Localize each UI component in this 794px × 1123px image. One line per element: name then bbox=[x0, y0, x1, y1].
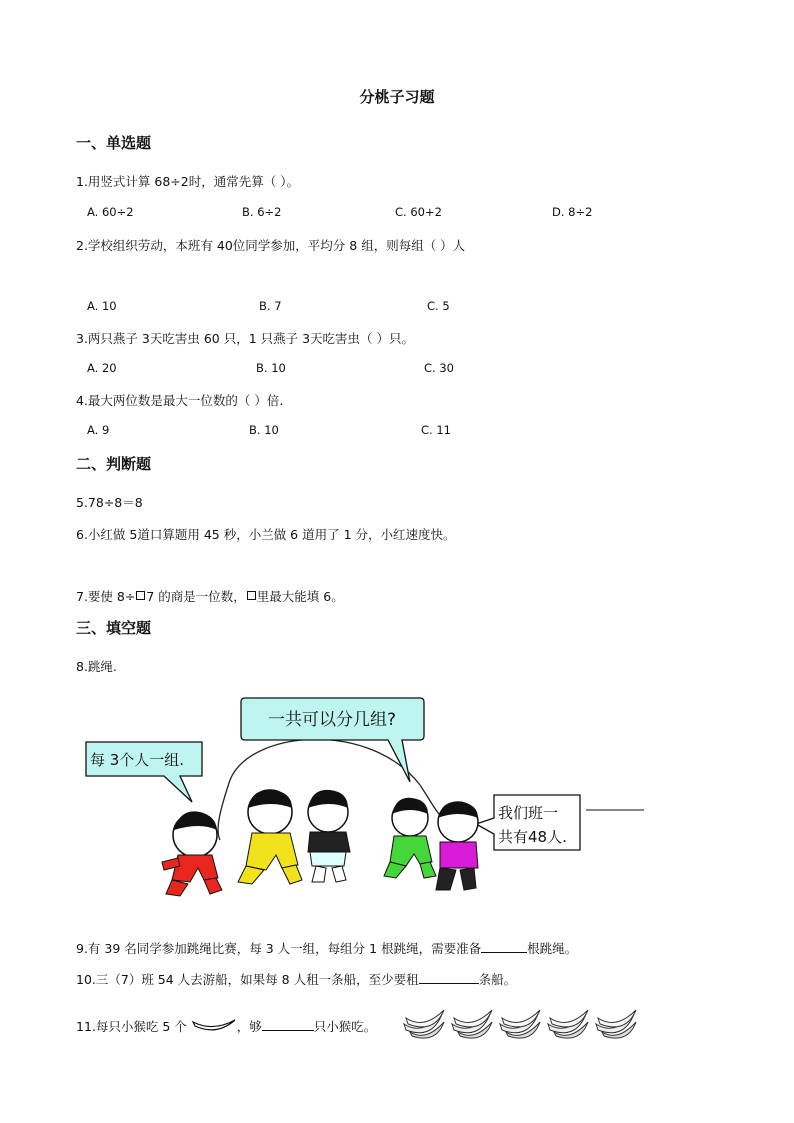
speech-bubble-top bbox=[241, 698, 424, 782]
box-placeholder-icon bbox=[247, 591, 256, 600]
q11-text-middle: ，够 bbox=[236, 1019, 262, 1034]
banana-bunch-icon bbox=[548, 1010, 588, 1038]
q11-answer-blank[interactable] bbox=[262, 1018, 314, 1031]
question-11 bbox=[76, 1016, 376, 1035]
q4-option-a[interactable]: A. 9 bbox=[87, 423, 110, 437]
q1-option-a[interactable]: A. 60÷2 bbox=[87, 205, 134, 219]
q1-option-d[interactable]: D. 8÷2 bbox=[552, 205, 593, 219]
question-7 bbox=[76, 587, 344, 605]
jump-rope-illustration bbox=[80, 690, 650, 900]
q1-option-c[interactable]: C. 60+2 bbox=[395, 205, 442, 219]
speech-bubble-left bbox=[86, 742, 202, 802]
q7-text-after: 7 的商是一位数， bbox=[146, 589, 246, 604]
question-8: 8.跳绳. bbox=[76, 659, 117, 674]
q2-option-a[interactable]: A. 10 bbox=[87, 299, 117, 313]
q2-option-c[interactable]: C. 5 bbox=[427, 299, 450, 313]
section-heading-fill-blank: 三、填空题 bbox=[76, 619, 152, 637]
divide-sign: ÷ bbox=[124, 589, 136, 604]
question-6: 6.小红做 5道口算题用 45 秒，小兰做 6 道用了 1 分，小红速度快。 bbox=[76, 527, 456, 542]
q9-answer-blank[interactable] bbox=[481, 940, 527, 953]
q3-option-b[interactable]: B. 10 bbox=[256, 361, 286, 375]
banana-bunch-icon bbox=[500, 1010, 540, 1038]
q1-option-b[interactable]: B. 6÷2 bbox=[242, 205, 282, 219]
q4-option-b[interactable]: B. 10 bbox=[249, 423, 279, 437]
bubble-right-line1: 我们班一 bbox=[498, 804, 559, 822]
bubble-right-line2: 共有48人. bbox=[498, 828, 567, 846]
q11-text-after: 只小猴吃。 bbox=[313, 1019, 377, 1034]
question-2: 2.学校组织劳动，本班有 40位同学参加，平均分 8 组，则每组（ ）人 bbox=[76, 238, 466, 253]
question-9 bbox=[76, 939, 577, 957]
question-3: 3.两只燕子 3天吃害虫 60 只，1 只燕子 3天吃害虫（ ）只。 bbox=[76, 331, 415, 346]
q4-option-c[interactable]: C. 11 bbox=[421, 423, 451, 437]
q3-option-c[interactable]: C. 30 bbox=[424, 361, 454, 375]
q9-text-before: 9.有 39 名同学参加跳绳比赛，每 3 人一组，每组分 1 根跳绳，需要准备 bbox=[76, 941, 482, 956]
bubble-left-text: 每 3个人一组. bbox=[90, 751, 185, 769]
banana-bunch-icon bbox=[404, 1010, 444, 1038]
q2-option-b[interactable]: B. 7 bbox=[259, 299, 282, 313]
q10-answer-blank[interactable] bbox=[419, 971, 479, 984]
speech-bubble-right bbox=[476, 795, 644, 850]
kid-black-shirt bbox=[308, 790, 350, 882]
q11-text-before: 11.每只小猴吃 5 个 bbox=[76, 1019, 187, 1034]
question-5: 5.78÷8＝8 bbox=[76, 495, 143, 510]
q7-text-before: 7.要使 8 bbox=[76, 589, 125, 604]
question-4: 4.最大两位数是最大一位数的（ ）倍. bbox=[76, 393, 284, 408]
bubble-top-text: 一共可以分几组? bbox=[267, 710, 397, 730]
section-heading-single-choice: 一、单选题 bbox=[76, 134, 152, 152]
kid-yellow bbox=[238, 790, 302, 884]
q3-option-a[interactable]: A. 20 bbox=[87, 361, 117, 375]
banana-bunches bbox=[402, 1006, 642, 1044]
q9-text-after: 根跳绳。 bbox=[527, 941, 578, 956]
page-title: 分桃子习题 bbox=[359, 88, 435, 106]
banana-bunch-icon bbox=[452, 1010, 492, 1038]
q10-text-before: 10.三（7）班 54 人去游船，如果每 8 人租一条船，至少要租 bbox=[76, 972, 419, 987]
question-1: 1.用竖式计算 68÷2时，通常先算（ ）。 bbox=[76, 174, 299, 189]
box-placeholder-icon bbox=[136, 591, 145, 600]
section-heading-true-false: 二、判断题 bbox=[76, 455, 152, 473]
q7-text-after2: 里最大能填 6。 bbox=[256, 589, 344, 604]
kid-magenta bbox=[436, 802, 478, 890]
kid-green bbox=[384, 798, 436, 878]
question-10 bbox=[76, 970, 516, 988]
banana-icon bbox=[191, 1016, 237, 1034]
q10-text-after: 条船。 bbox=[478, 972, 517, 987]
banana-bunch-icon bbox=[596, 1010, 636, 1038]
kid-red bbox=[162, 811, 222, 896]
